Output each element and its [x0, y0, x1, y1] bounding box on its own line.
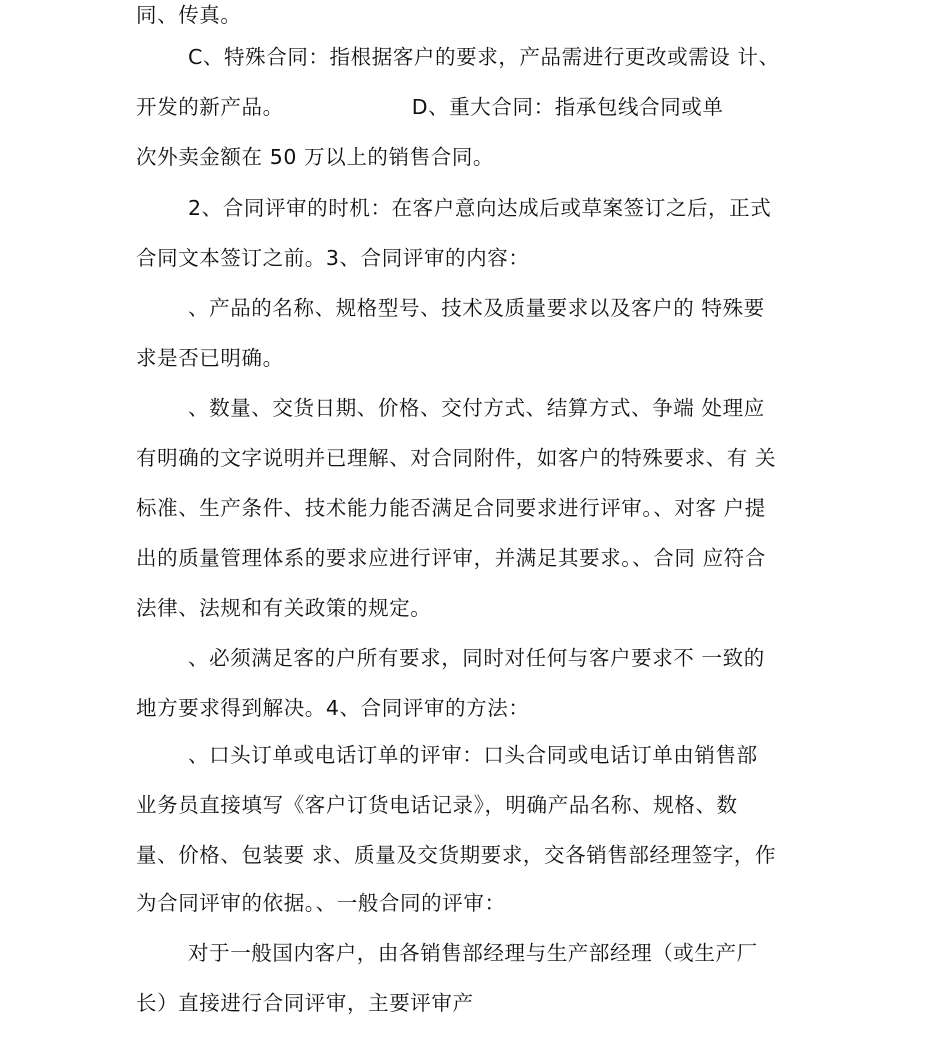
text-line: 法律、法规和有关政策的规定。	[136, 596, 432, 620]
text-line: 求是否已明确。	[136, 346, 284, 370]
text-line: C、特殊合同：指根据客户的要求，产品需进行更改或需设 计、	[188, 45, 780, 69]
text-line: 有明确的文字说明并已理解、对合同附件，如客户的特殊要求、有 关	[136, 446, 777, 470]
text-line: 同、传真。	[136, 3, 242, 27]
text-line: 次外卖金额在 50 万以上的销售合同。	[136, 145, 495, 169]
text-line: 业务员直接填写《客户订货电话记录》，明确产品名称、规格、数	[136, 793, 738, 817]
text-line: 合同文本签订之前。3、合同评审的内容：	[136, 246, 530, 270]
text-line: 长）直接进行合同评审，主要评审产	[136, 991, 474, 1015]
text-line: 、必须满足客的户所有要求，同时对任何与客户要求不 一致的	[188, 646, 765, 670]
text-line: 对于一般国内客户，由各销售部经理与生产部经理（或生产厂	[188, 941, 758, 965]
text-line: 量、价格、包装要 求、质量及交货期要求，交各销售部经理签字，作	[136, 843, 777, 867]
text-line: 标准、生产条件、技术能力能否满足合同要求进行评审。、对客 户提	[136, 496, 766, 520]
text-line: 为合同评审的依据。、一般合同的评审：	[136, 891, 506, 915]
text-line: 2、合同评审的时机：在客户意向达成后或草案签订之后，正式	[188, 196, 772, 220]
text-segment: 开发的新产品。	[136, 95, 284, 119]
text-line: 出的质量管理体系的要求应进行评审，并满足其要求。、合同 应符合	[136, 546, 766, 570]
text-line: 、数量、交货日期、价格、交付方式、结算方式、争端 处理应	[188, 396, 765, 420]
text-line: 、口头订单或电话订单的评审：口头合同或电话订单由销售部	[188, 743, 758, 767]
text-line	[136, 92, 816, 122]
text-line: 地方要求得到解决。4、合同评审的方法：	[136, 696, 530, 720]
text-line: 、产品的名称、规格型号、技术及质量要求以及客户的 特殊要	[188, 296, 765, 320]
text-segment: D、重大合同：指承包线合同或单	[411, 95, 724, 119]
